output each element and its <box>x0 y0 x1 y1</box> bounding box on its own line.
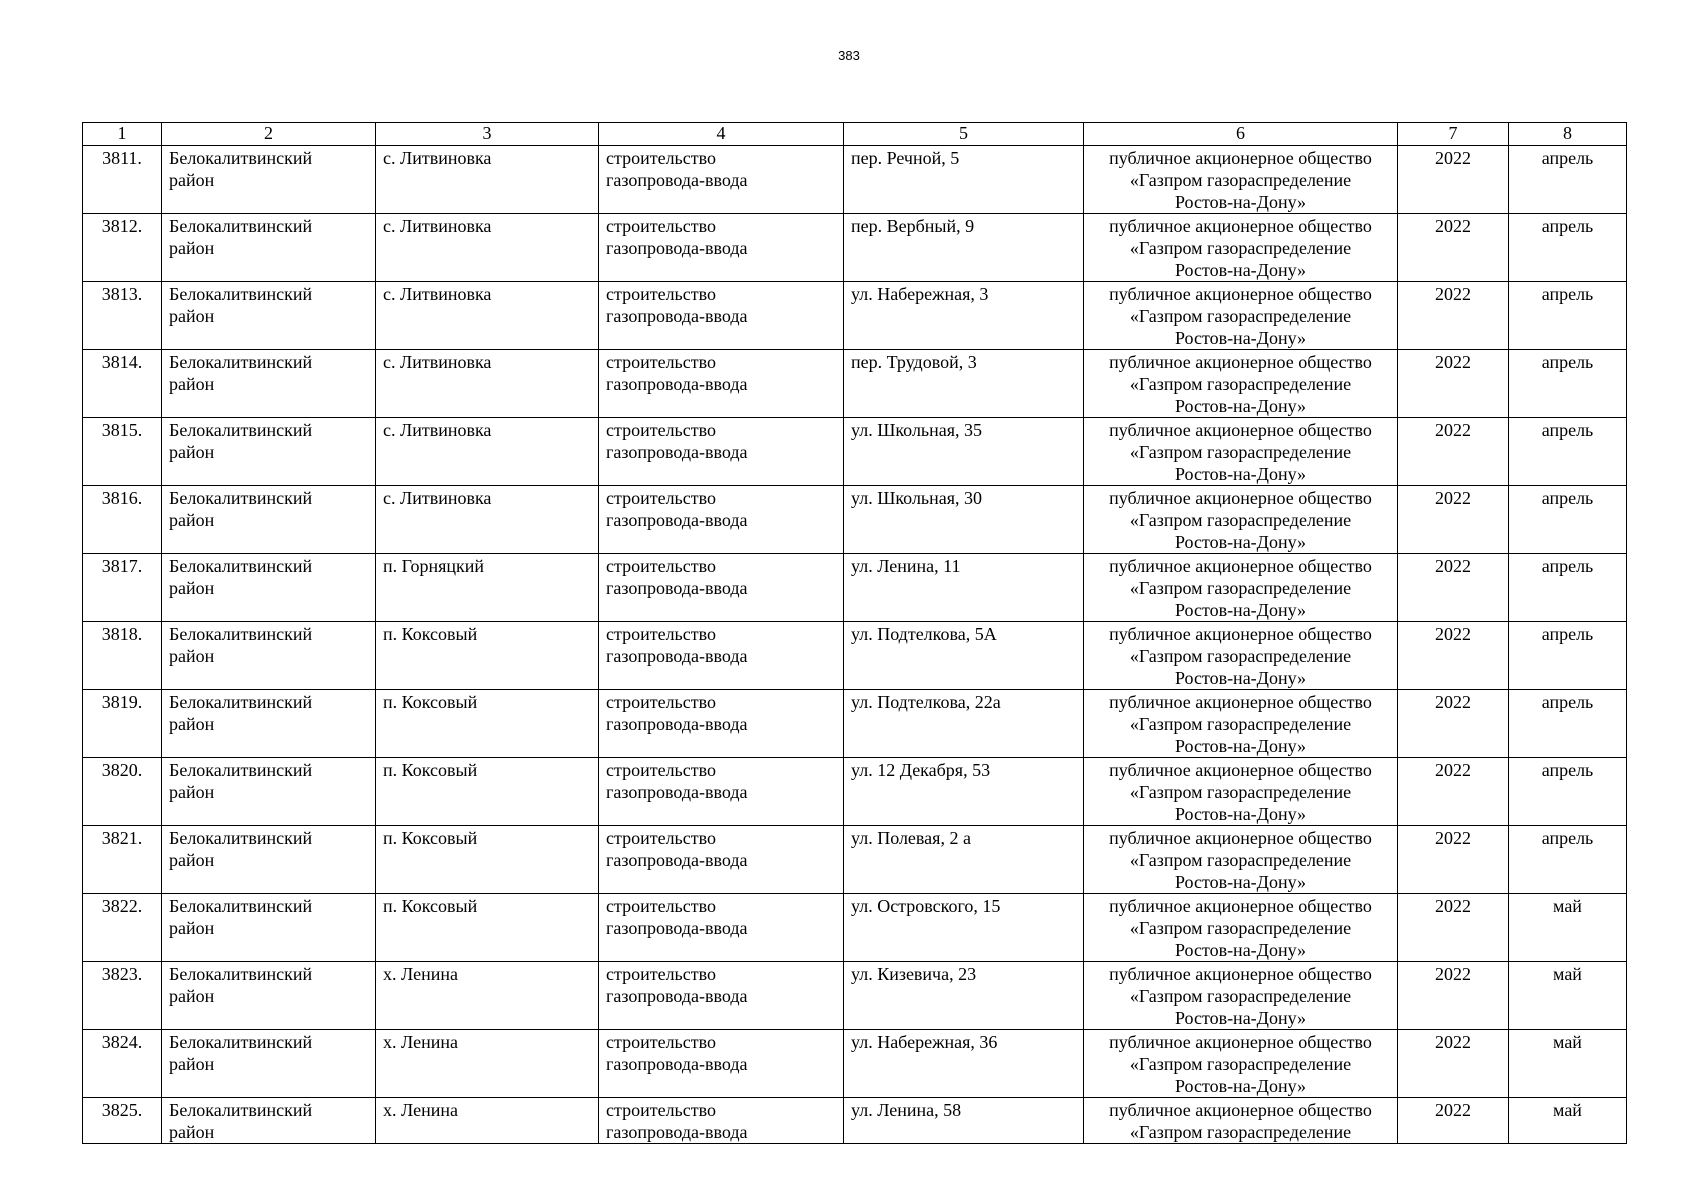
month-cell: апрель <box>1509 554 1627 622</box>
month-cell: апрель <box>1509 418 1627 486</box>
year-cell: 2022 <box>1398 1030 1509 1098</box>
column-header: 1 <box>83 123 162 146</box>
cell-text-line: «Газпром газораспределение <box>1129 306 1352 326</box>
organization-cell <box>1084 350 1398 418</box>
table-row <box>83 622 1627 690</box>
cell-text-line: газопровода-ввода <box>606 442 748 462</box>
row-number-cell: 3811. <box>83 146 162 214</box>
locality-cell: п. Коксовый <box>376 622 599 690</box>
cell-text-line: «Газпром газораспределение <box>1129 170 1352 190</box>
row-number-cell: 3824. <box>83 1030 162 1098</box>
cell-text-line: «Газпром газораспределение <box>1129 238 1352 258</box>
cell-text-line: газопровода-ввода <box>606 714 748 734</box>
district-cell <box>162 146 376 214</box>
cell-text-line: Белокалитвинский <box>169 488 313 508</box>
district-cell <box>162 962 376 1030</box>
year-cell: 2022 <box>1398 350 1509 418</box>
district-cell <box>162 214 376 282</box>
work-type-cell <box>599 282 844 350</box>
work-type-cell <box>599 1030 844 1098</box>
cell-text-line: «Газпром газораспределение <box>1129 510 1352 530</box>
cell-text-line: «Газпром газораспределение <box>1129 782 1352 802</box>
address-cell: ул. Ленина, 11 <box>844 554 1084 622</box>
cell-text-line: строительство <box>606 964 716 984</box>
row-number-cell: 3816. <box>83 486 162 554</box>
cell-text-line: Белокалитвинский <box>169 284 313 304</box>
column-header: 8 <box>1509 123 1627 146</box>
month-cell: апрель <box>1509 146 1627 214</box>
work-type-cell <box>599 894 844 962</box>
locality-cell: с. Литвиновка <box>376 214 599 282</box>
year-cell: 2022 <box>1398 554 1509 622</box>
cell-text-line: строительство <box>606 760 716 780</box>
year-cell: 2022 <box>1398 758 1509 826</box>
cell-text-line: «Газпром газораспределение <box>1129 986 1352 1006</box>
organization-cell <box>1084 622 1398 690</box>
cell-text-line: газопровода-ввода <box>606 1054 748 1074</box>
cell-text-line: район <box>169 986 215 1006</box>
cell-text-line: район <box>169 850 215 870</box>
cell-text-line: Ростов-на-Дону» <box>1174 260 1307 280</box>
cell-text-line: «Газпром газораспределение <box>1129 1122 1352 1142</box>
locality-cell: с. Литвиновка <box>376 486 599 554</box>
year-cell: 2022 <box>1398 690 1509 758</box>
cell-text-line: строительство <box>606 896 716 916</box>
cell-text-line: «Газпром газораспределение <box>1129 918 1352 938</box>
address-cell: ул. Островского, 15 <box>844 894 1084 962</box>
cell-text-line: Ростов-на-Дону» <box>1174 464 1307 484</box>
address-cell: ул. Школьная, 30 <box>844 486 1084 554</box>
cell-text-line: район <box>169 170 215 190</box>
cell-text-line: публичное акционерное общество <box>1109 488 1372 508</box>
locality-cell: с. Литвиновка <box>376 146 599 214</box>
cell-text-line: Белокалитвинский <box>169 216 313 236</box>
cell-text-line: район <box>169 782 215 802</box>
cell-text-line: публичное акционерное общество <box>1109 964 1372 984</box>
cell-text-line: Белокалитвинский <box>169 964 313 984</box>
work-type-cell <box>599 418 844 486</box>
address-cell: ул. Школьная, 35 <box>844 418 1084 486</box>
cell-text-line: публичное акционерное общество <box>1109 216 1372 236</box>
cell-text-line: Белокалитвинский <box>169 420 313 440</box>
table-row <box>83 894 1627 962</box>
cell-text-line: публичное акционерное общество <box>1109 148 1372 168</box>
work-type-cell <box>599 690 844 758</box>
cell-text-line: Ростов-на-Дону» <box>1174 600 1307 620</box>
cell-text-line: «Газпром газораспределение <box>1129 374 1352 394</box>
district-cell <box>162 282 376 350</box>
cell-text-line: строительство <box>606 284 716 304</box>
row-number-cell: 3821. <box>83 826 162 894</box>
cell-text-line: район <box>169 306 215 326</box>
table-row <box>83 418 1627 486</box>
address-cell: ул. Подтелкова, 22а <box>844 690 1084 758</box>
organization-cell <box>1084 1098 1398 1144</box>
district-cell <box>162 622 376 690</box>
cell-text-line: «Газпром газораспределение <box>1129 442 1352 462</box>
year-cell: 2022 <box>1398 826 1509 894</box>
column-header: 6 <box>1084 123 1398 146</box>
cell-text-line: Белокалитвинский <box>169 1100 313 1120</box>
cell-text-line: строительство <box>606 1100 716 1120</box>
cell-text-line: публичное акционерное общество <box>1109 352 1372 372</box>
cell-text-line: Белокалитвинский <box>169 896 313 916</box>
cell-text-line: строительство <box>606 692 716 712</box>
district-cell <box>162 1098 376 1144</box>
table-row <box>83 1030 1627 1098</box>
cell-text-line: Ростов-на-Дону» <box>1174 396 1307 416</box>
cell-text-line: публичное акционерное общество <box>1109 692 1372 712</box>
cell-text-line: «Газпром газораспределение <box>1129 646 1352 666</box>
district-cell <box>162 894 376 962</box>
table-row <box>83 214 1627 282</box>
cell-text-line: строительство <box>606 828 716 848</box>
cell-text-line: Белокалитвинский <box>169 1032 313 1052</box>
cell-text-line: Белокалитвинский <box>169 148 313 168</box>
organization-cell <box>1084 690 1398 758</box>
cell-text-line: публичное акционерное общество <box>1109 284 1372 304</box>
row-number-cell: 3818. <box>83 622 162 690</box>
organization-cell <box>1084 418 1398 486</box>
table-row <box>83 486 1627 554</box>
cell-text-line: газопровода-ввода <box>606 238 748 258</box>
row-number-cell: 3814. <box>83 350 162 418</box>
cell-text-line: газопровода-ввода <box>606 374 748 394</box>
month-cell: апрель <box>1509 826 1627 894</box>
row-number-cell: 3823. <box>83 962 162 1030</box>
cell-text-line: район <box>169 578 215 598</box>
month-cell: апрель <box>1509 282 1627 350</box>
cell-text-line: Белокалитвинский <box>169 760 313 780</box>
cell-text-line: Белокалитвинский <box>169 624 313 644</box>
cell-text-line: район <box>169 238 215 258</box>
cell-text-line: Ростов-на-Дону» <box>1174 1008 1307 1028</box>
cell-text-line: строительство <box>606 352 716 372</box>
column-header: 4 <box>599 123 844 146</box>
cell-text-line: Ростов-на-Дону» <box>1174 328 1307 348</box>
cell-text-line: район <box>169 442 215 462</box>
work-type-cell <box>599 758 844 826</box>
row-number-cell: 3820. <box>83 758 162 826</box>
row-number-cell: 3812. <box>83 214 162 282</box>
locality-cell: с. Литвиновка <box>376 350 599 418</box>
cell-text-line: Белокалитвинский <box>169 692 313 712</box>
organization-cell <box>1084 962 1398 1030</box>
locality-cell: п. Коксовый <box>376 690 599 758</box>
table-row <box>83 554 1627 622</box>
cell-text-line: газопровода-ввода <box>606 306 748 326</box>
district-cell <box>162 1030 376 1098</box>
cell-text-line: Ростов-на-Дону» <box>1174 532 1307 552</box>
work-type-cell <box>599 622 844 690</box>
cell-text-line: публичное акционерное общество <box>1109 760 1372 780</box>
year-cell: 2022 <box>1398 894 1509 962</box>
cell-text-line: «Газпром газораспределение <box>1129 1054 1352 1074</box>
month-cell: май <box>1509 1098 1627 1144</box>
locality-cell: п. Коксовый <box>376 894 599 962</box>
cell-text-line: район <box>169 510 215 530</box>
table-row <box>83 282 1627 350</box>
month-cell: май <box>1509 962 1627 1030</box>
cell-text-line: «Газпром газораспределение <box>1129 578 1352 598</box>
cell-text-line: публичное акционерное общество <box>1109 556 1372 576</box>
row-number-cell: 3825. <box>83 1098 162 1144</box>
cell-text-line: Ростов-на-Дону» <box>1174 668 1307 688</box>
locality-cell: х. Ленина <box>376 1030 599 1098</box>
year-cell: 2022 <box>1398 418 1509 486</box>
year-cell: 2022 <box>1398 282 1509 350</box>
work-type-cell <box>599 962 844 1030</box>
cell-text-line: публичное акционерное общество <box>1109 828 1372 848</box>
work-type-cell <box>599 350 844 418</box>
table-header-row <box>83 123 1627 146</box>
district-cell <box>162 486 376 554</box>
table-row <box>83 146 1627 214</box>
cell-text-line: Ростов-на-Дону» <box>1174 192 1307 212</box>
year-cell: 2022 <box>1398 486 1509 554</box>
year-cell: 2022 <box>1398 622 1509 690</box>
organization-cell <box>1084 214 1398 282</box>
table-row <box>83 962 1627 1030</box>
organization-cell <box>1084 1030 1398 1098</box>
row-number-cell: 3813. <box>83 282 162 350</box>
cell-text-line: газопровода-ввода <box>606 170 748 190</box>
cell-text-line: газопровода-ввода <box>606 782 748 802</box>
row-number-cell: 3817. <box>83 554 162 622</box>
year-cell: 2022 <box>1398 146 1509 214</box>
cell-text-line: газопровода-ввода <box>606 578 748 598</box>
locality-cell: п. Коксовый <box>376 826 599 894</box>
organization-cell <box>1084 486 1398 554</box>
organization-cell <box>1084 894 1398 962</box>
month-cell: апрель <box>1509 690 1627 758</box>
table-row <box>83 1098 1627 1144</box>
row-number-cell: 3819. <box>83 690 162 758</box>
column-header: 3 <box>376 123 599 146</box>
cell-text-line: Белокалитвинский <box>169 828 313 848</box>
cell-text-line: публичное акционерное общество <box>1109 896 1372 916</box>
address-cell: ул. Подтелкова, 5А <box>844 622 1084 690</box>
column-header: 2 <box>162 123 376 146</box>
table-row <box>83 826 1627 894</box>
locality-cell: с. Литвиновка <box>376 282 599 350</box>
month-cell: апрель <box>1509 214 1627 282</box>
address-cell: ул. Полевая, 2 а <box>844 826 1084 894</box>
address-cell: пер. Вербный, 9 <box>844 214 1084 282</box>
cell-text-line: Ростов-на-Дону» <box>1174 736 1307 756</box>
cell-text-line: район <box>169 1054 215 1074</box>
cell-text-line: строительство <box>606 148 716 168</box>
cell-text-line: газопровода-ввода <box>606 918 748 938</box>
organization-cell <box>1084 758 1398 826</box>
address-cell: ул. Ленина, 58 <box>844 1098 1084 1144</box>
work-type-cell <box>599 486 844 554</box>
organization-cell <box>1084 282 1398 350</box>
cell-text-line: газопровода-ввода <box>606 510 748 530</box>
address-cell: пер. Речной, 5 <box>844 146 1084 214</box>
address-cell: ул. Набережная, 3 <box>844 282 1084 350</box>
district-cell <box>162 758 376 826</box>
gas-pipeline-registry-table <box>82 122 1627 1144</box>
cell-text-line: район <box>169 1122 215 1142</box>
district-cell <box>162 826 376 894</box>
work-type-cell <box>599 554 844 622</box>
table-row <box>83 350 1627 418</box>
organization-cell <box>1084 554 1398 622</box>
year-cell: 2022 <box>1398 1098 1509 1144</box>
table-row <box>83 690 1627 758</box>
cell-text-line: Ростов-на-Дону» <box>1174 940 1307 960</box>
cell-text-line: строительство <box>606 216 716 236</box>
address-cell: ул. 12 Декабря, 53 <box>844 758 1084 826</box>
locality-cell: с. Литвиновка <box>376 418 599 486</box>
cell-text-line: район <box>169 714 215 734</box>
district-cell <box>162 554 376 622</box>
cell-text-line: район <box>169 918 215 938</box>
cell-text-line: публичное акционерное общество <box>1109 1100 1372 1120</box>
district-cell <box>162 690 376 758</box>
district-cell <box>162 350 376 418</box>
cell-text-line: публичное акционерное общество <box>1109 624 1372 644</box>
table-row <box>83 758 1627 826</box>
cell-text-line: строительство <box>606 488 716 508</box>
cell-text-line: публичное акционерное общество <box>1109 420 1372 440</box>
cell-text-line: Белокалитвинский <box>169 352 313 372</box>
cell-text-line: строительство <box>606 556 716 576</box>
work-type-cell <box>599 826 844 894</box>
cell-text-line: газопровода-ввода <box>606 646 748 666</box>
work-type-cell <box>599 214 844 282</box>
district-cell <box>162 418 376 486</box>
cell-text-line: Ростов-на-Дону» <box>1174 1076 1307 1096</box>
cell-text-line: район <box>169 374 215 394</box>
work-type-cell <box>599 1098 844 1144</box>
locality-cell: х. Ленина <box>376 962 599 1030</box>
cell-text-line: «Газпром газораспределение <box>1129 850 1352 870</box>
month-cell: май <box>1509 894 1627 962</box>
locality-cell: х. Ленина <box>376 1098 599 1144</box>
year-cell: 2022 <box>1398 214 1509 282</box>
cell-text-line: газопровода-ввода <box>606 1122 748 1142</box>
row-number-cell: 3815. <box>83 418 162 486</box>
address-cell: пер. Трудовой, 3 <box>844 350 1084 418</box>
cell-text-line: Белокалитвинский <box>169 556 313 576</box>
locality-cell: п. Горняцкий <box>376 554 599 622</box>
year-cell: 2022 <box>1398 962 1509 1030</box>
cell-text-line: строительство <box>606 420 716 440</box>
page-number: 383 <box>838 48 860 63</box>
column-header: 7 <box>1398 123 1509 146</box>
locality-cell: п. Коксовый <box>376 758 599 826</box>
address-cell: ул. Кизевича, 23 <box>844 962 1084 1030</box>
row-number-cell: 3822. <box>83 894 162 962</box>
month-cell: май <box>1509 1030 1627 1098</box>
column-header: 5 <box>844 123 1084 146</box>
address-cell: ул. Набережная, 36 <box>844 1030 1084 1098</box>
organization-cell <box>1084 826 1398 894</box>
organization-cell <box>1084 146 1398 214</box>
cell-text-line: газопровода-ввода <box>606 850 748 870</box>
cell-text-line: строительство <box>606 1032 716 1052</box>
month-cell: апрель <box>1509 486 1627 554</box>
cell-text-line: Ростов-на-Дону» <box>1174 804 1307 824</box>
cell-text-line: район <box>169 646 215 666</box>
cell-text-line: публичное акционерное общество <box>1109 1032 1372 1052</box>
month-cell: апрель <box>1509 350 1627 418</box>
month-cell: апрель <box>1509 758 1627 826</box>
cell-text-line: Ростов-на-Дону» <box>1174 872 1307 892</box>
cell-text-line: газопровода-ввода <box>606 986 748 1006</box>
cell-text-line: «Газпром газораспределение <box>1129 714 1352 734</box>
work-type-cell <box>599 146 844 214</box>
cell-text-line: строительство <box>606 624 716 644</box>
month-cell: апрель <box>1509 622 1627 690</box>
